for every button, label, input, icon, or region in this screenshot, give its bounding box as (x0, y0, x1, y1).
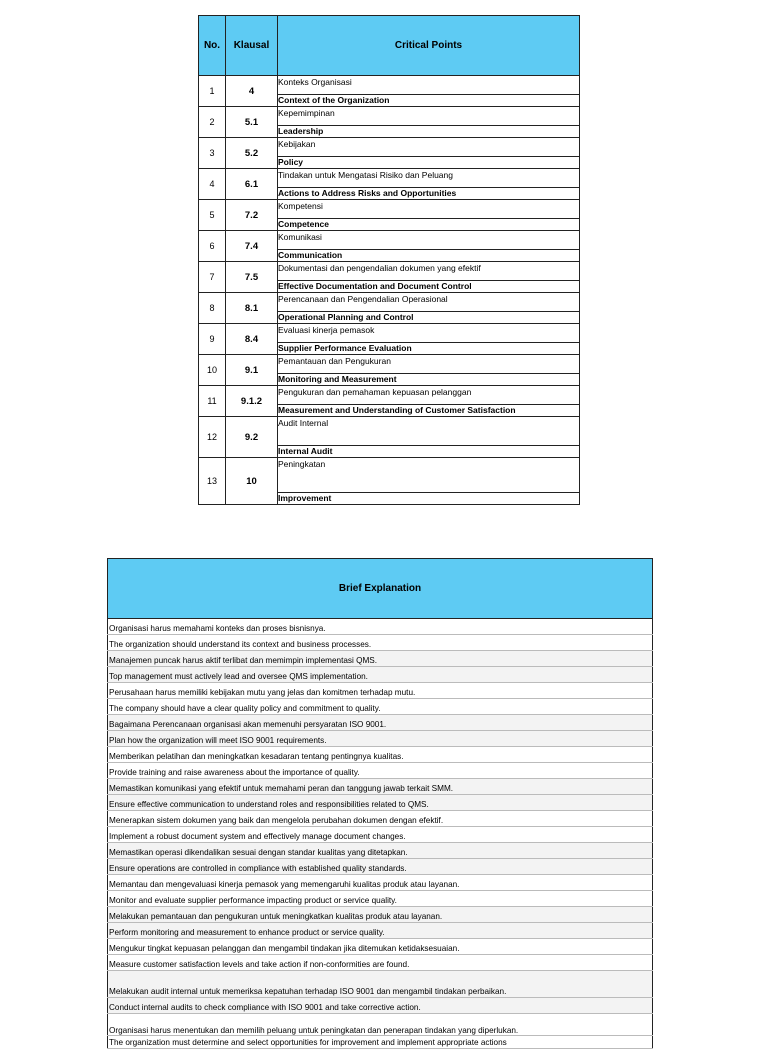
brief-explanation-line: Memantau dan mengevaluasi kinerja pemasok yang memengaruhi kualitas produk atau layanan. (108, 875, 653, 891)
brief-explanation-line: Memberikan pelatihan dan meningkatkan kesadaran tentang pentingnya kualitas. (108, 747, 653, 763)
critical-point-indonesian: Pengukuran dan pemahaman kepuasan pelanggan (278, 387, 472, 397)
critical-point-indonesian: Kompetensi (278, 201, 323, 211)
critical-point-cell (278, 324, 580, 355)
row-number: 10 (199, 355, 226, 386)
brief-explanation-line: Melakukan audit internal untuk memeriksa kepatuhan terhadap ISO 9001 dan mengambil tindakan perbaikan. (108, 971, 653, 998)
critical-row (199, 200, 580, 231)
row-number: 11 (199, 386, 226, 417)
clause-number: 8.4 (226, 324, 278, 355)
brief-explanation-line: Memastikan operasi dikendalikan sesuai dengan standar kualitas yang ditetapkan. (108, 843, 653, 859)
brief-explanation-line: The organization should understand its context and business processes. (108, 635, 653, 651)
critical-point-cell (278, 417, 580, 458)
brief-row (108, 619, 653, 635)
critical-point-indonesian: Evaluasi kinerja pemasok (278, 325, 375, 335)
critical-point-english: Competence (278, 218, 579, 230)
header-brief-explanation: Brief Explanation (108, 559, 653, 619)
row-number: 9 (199, 324, 226, 355)
brief-row (108, 939, 653, 955)
critical-point-english: Context of the Organization (278, 94, 579, 106)
critical-point-english: Communication (278, 249, 579, 261)
critical-point-cell (278, 76, 580, 107)
brief-explanation-line: Mengukur tingkat kepuasan pelanggan dan mengambil tindakan jika ditemukan ketidaksesuaian. (108, 939, 653, 955)
brief-row (108, 811, 653, 827)
critical-points-table (198, 15, 580, 505)
brief-explanation-line: Measure customer satisfaction levels and take action if non-conformities are found. (108, 955, 653, 971)
brief-row (108, 971, 653, 998)
brief-row (108, 635, 653, 651)
brief-row (108, 715, 653, 731)
critical-point-indonesian: Konteks Organisasi (278, 77, 352, 87)
clause-number: 7.5 (226, 262, 278, 293)
row-number: 13 (199, 458, 226, 505)
clause-number: 9.2 (226, 417, 278, 458)
clause-number: 5.2 (226, 138, 278, 169)
brief-row (108, 891, 653, 907)
brief-row (108, 998, 653, 1014)
critical-point-cell (278, 386, 580, 417)
critical-point-cell (278, 293, 580, 324)
brief-explanation-line: Plan how the organization will meet ISO 9001 requirements. (108, 731, 653, 747)
critical-row (199, 169, 580, 200)
critical-row (199, 76, 580, 107)
critical-point-cell (278, 169, 580, 200)
critical-point-english: Improvement (278, 492, 579, 504)
brief-row (108, 1036, 653, 1049)
critical-table-header-row (199, 16, 580, 76)
row-number: 6 (199, 231, 226, 262)
brief-explanation-line: The organization must determine and select opportunities for improvement and implement appropriate actions (108, 1036, 653, 1049)
brief-explanation-line: Provide training and raise awareness about the importance of quality. (108, 763, 653, 779)
brief-row (108, 923, 653, 939)
brief-row (108, 1014, 653, 1036)
critical-point-cell (278, 262, 580, 293)
brief-row (108, 875, 653, 891)
critical-point-indonesian: Peningkatan (278, 459, 326, 469)
critical-point-cell (278, 138, 580, 169)
brief-row (108, 779, 653, 795)
row-number: 8 (199, 293, 226, 324)
brief-row (108, 859, 653, 875)
clause-number: 6.1 (226, 169, 278, 200)
critical-point-cell (278, 107, 580, 138)
brief-explanation-line: Bagaimana Perencanaan organisasi akan memenuhi persyaratan ISO 9001. (108, 715, 653, 731)
critical-row (199, 355, 580, 386)
row-number: 3 (199, 138, 226, 169)
brief-row (108, 795, 653, 811)
critical-row (199, 417, 580, 458)
brief-explanation-line: Perusahaan harus memiliki kebijakan mutu yang jelas dan komitmen terhadap mutu. (108, 683, 653, 699)
brief-row (108, 747, 653, 763)
critical-point-cell (278, 458, 580, 505)
brief-explanation-line: Implement a robust document system and effectively manage document changes. (108, 827, 653, 843)
brief-explanation-line: Melakukan pemantauan dan pengukuran untuk meningkatkan kualitas produk atau layanan. (108, 907, 653, 923)
clause-number: 7.2 (226, 200, 278, 231)
critical-point-english: Policy (278, 156, 579, 168)
critical-point-english: Supplier Performance Evaluation (278, 342, 579, 354)
brief-explanation-line: Perform monitoring and measurement to enhance product or service quality. (108, 923, 653, 939)
brief-explanation-line: Organisasi harus menentukan dan memilih peluang untuk peningkatan dan penerapan tindakan yang diperlukan. (108, 1014, 653, 1036)
brief-explanation-line: Conduct internal audits to check compliance with ISO 9001 and take corrective action. (108, 998, 653, 1014)
clause-number: 4 (226, 76, 278, 107)
critical-point-indonesian: Tindakan untuk Mengatasi Risiko dan Peluang (278, 170, 453, 180)
brief-table-header-row (108, 559, 653, 619)
clause-number: 9.1 (226, 355, 278, 386)
critical-point-english: Monitoring and Measurement (278, 373, 579, 385)
clause-number: 9.1.2 (226, 386, 278, 417)
clause-number: 7.4 (226, 231, 278, 262)
critical-point-english: Internal Audit (278, 445, 579, 457)
critical-point-cell (278, 200, 580, 231)
brief-row (108, 667, 653, 683)
brief-row (108, 651, 653, 667)
critical-row (199, 262, 580, 293)
critical-point-cell (278, 355, 580, 386)
row-number: 12 (199, 417, 226, 458)
header-klausal: Klausal (226, 16, 278, 76)
critical-row (199, 458, 580, 505)
brief-row (108, 699, 653, 715)
clause-number: 8.1 (226, 293, 278, 324)
critical-point-indonesian: Kebijakan (278, 139, 316, 149)
clause-number: 5.1 (226, 107, 278, 138)
brief-row (108, 731, 653, 747)
row-number: 2 (199, 107, 226, 138)
critical-row (199, 107, 580, 138)
critical-point-english: Measurement and Understanding of Customer Satisfaction (278, 404, 579, 416)
brief-row (108, 843, 653, 859)
critical-point-indonesian: Audit Internal (278, 418, 329, 428)
brief-explanation-line: Menerapkan sistem dokumen yang baik dan mengelola perubahan dokumen dengan efektif. (108, 811, 653, 827)
critical-point-english: Leadership (278, 125, 579, 137)
row-number: 5 (199, 200, 226, 231)
critical-row (199, 386, 580, 417)
critical-point-indonesian: Komunikasi (278, 232, 322, 242)
brief-explanation-line: Monitor and evaluate supplier performance impacting product or service quality. (108, 891, 653, 907)
critical-point-indonesian: Kepemimpinan (278, 108, 335, 118)
brief-row (108, 907, 653, 923)
brief-row (108, 683, 653, 699)
clause-number: 10 (226, 458, 278, 505)
critical-row (199, 138, 580, 169)
row-number: 7 (199, 262, 226, 293)
critical-point-english: Operational Planning and Control (278, 311, 579, 323)
brief-explanation-line: Ensure effective communication to understand roles and responsibilities related to QMS. (108, 795, 653, 811)
critical-point-indonesian: Dokumentasi dan pengendalian dokumen yang efektif (278, 263, 481, 273)
critical-point-indonesian: Pemantauan dan Pengukuran (278, 356, 391, 366)
brief-explanation-line: The company should have a clear quality policy and commitment to quality. (108, 699, 653, 715)
brief-explanation-table (107, 558, 653, 1049)
row-number: 4 (199, 169, 226, 200)
brief-explanation-line: Ensure operations are controlled in compliance with established quality standards. (108, 859, 653, 875)
header-no: No. (199, 16, 226, 76)
brief-explanation-line: Organisasi harus memahami konteks dan proses bisnisnya. (108, 619, 653, 635)
brief-row (108, 827, 653, 843)
brief-row (108, 763, 653, 779)
brief-row (108, 955, 653, 971)
critical-row (199, 324, 580, 355)
row-number: 1 (199, 76, 226, 107)
critical-point-english: Effective Documentation and Document Control (278, 280, 579, 292)
brief-explanation-line: Top management must actively lead and oversee QMS implementation. (108, 667, 653, 683)
header-critical-points: Critical Points (278, 16, 580, 76)
critical-point-indonesian: Perencanaan dan Pengendalian Operasional (278, 294, 448, 304)
critical-row (199, 231, 580, 262)
brief-explanation-line: Memastikan komunikasi yang efektif untuk memahami peran dan tanggung jawab terkait SMM. (108, 779, 653, 795)
critical-point-english: Actions to Address Risks and Opportunities (278, 187, 579, 199)
critical-point-cell (278, 231, 580, 262)
critical-row (199, 293, 580, 324)
brief-explanation-line: Manajemen puncak harus aktif terlibat dan memimpin implementasi QMS. (108, 651, 653, 667)
